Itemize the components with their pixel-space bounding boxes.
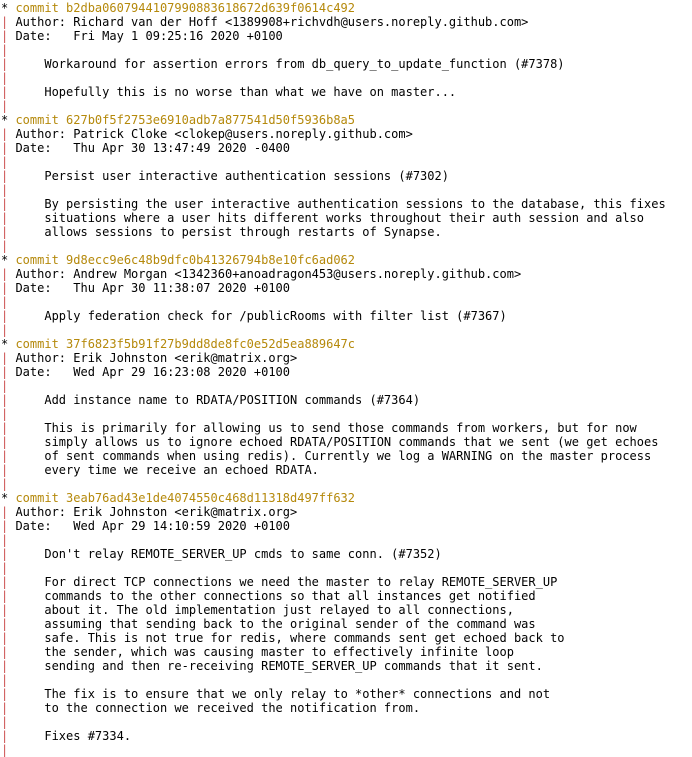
graph-blank-line [1, 43, 692, 57]
message-text: allows sessions to persist through restarts of Synapse. [8, 225, 442, 239]
graph-node-icon: * [1, 491, 16, 505]
graph-blank-line [1, 71, 692, 85]
graph-blank-line [1, 183, 692, 197]
message-line [1, 85, 692, 99]
graph-node-icon: * [1, 113, 16, 127]
commit-hash: commit b2dba0607944107990883618672d639f0614c492 [15, 1, 356, 15]
graph-pipe-icon: | [1, 197, 9, 211]
message-line [1, 687, 692, 701]
message-text: commands to the other connections so that all instances get notified [8, 589, 536, 603]
date-line [1, 281, 692, 295]
graph-pipe-icon: | [1, 547, 9, 561]
message-line [1, 211, 692, 225]
graph-pipe-icon: | [1, 169, 9, 183]
message-text: of sent commands when using redis). Currently we log a WARNING on the master process [8, 449, 652, 463]
message-text: Apply federation check for /publicRooms with filter list (#7367) [8, 309, 507, 323]
graph-node-icon: * [1, 253, 16, 267]
date-line [1, 29, 692, 43]
author-line [1, 127, 692, 141]
message-line [1, 449, 692, 463]
graph-pipe-icon: | [1, 183, 9, 197]
date-line [1, 141, 692, 155]
commit-entry-4 [1, 491, 692, 757]
message-text: Workaround for assertion errors from db_query_to_update_function (#7378) [8, 57, 565, 71]
graph-pipe-icon: | [1, 225, 9, 239]
message-line [1, 617, 692, 631]
message-line [1, 197, 692, 211]
graph-pipe-icon: | [1, 295, 9, 309]
commit-hash: commit 37f6823f5b91f27b9dd8de8fc0e52d5ea889647c [15, 337, 356, 351]
graph-pipe-icon: | [1, 743, 9, 757]
message-text: Persist user interactive authentication sessions (#7302) [8, 169, 449, 183]
graph-pipe-icon: | [1, 659, 9, 673]
commit-hash: commit 3eab76ad43e1de4074550c468d11318d497ff632 [15, 491, 356, 505]
graph-pipe-icon: | [1, 85, 9, 99]
graph-pipe-icon: | [1, 435, 9, 449]
graph-pipe-icon: | [1, 463, 9, 477]
graph-pipe-icon: | [1, 281, 9, 295]
message-line [1, 589, 692, 603]
graph-pipe-icon: | [1, 715, 9, 729]
graph-pipe-icon: | [1, 645, 9, 659]
graph-pipe-icon: | [1, 155, 9, 169]
message-line [1, 393, 692, 407]
graph-pipe-icon: | [1, 57, 9, 71]
date-text: Date: Wed Apr 29 14:10:59 2020 +0100 [8, 519, 290, 533]
message-line [1, 57, 692, 71]
graph-pipe-icon: | [1, 561, 9, 575]
graph-blank-line [1, 715, 692, 729]
graph-pipe-icon: | [1, 673, 9, 687]
message-line [1, 729, 692, 743]
graph-pipe-icon: | [1, 365, 9, 379]
author-text: Author: Erik Johnston <erik@matrix.org> [8, 505, 298, 519]
graph-blank-line [1, 561, 692, 575]
date-text: Date: Thu Apr 30 13:47:49 2020 -0400 [8, 141, 290, 155]
message-line [1, 169, 692, 183]
message-text: By persisting the user interactive authentication sessions to the database, this fixes [8, 197, 666, 211]
message-text: This is primarily for allowing us to send those commands from workers, but for now [8, 421, 637, 435]
author-text: Author: Andrew Morgan <1342360+anoadragon453@users.noreply.github.com> [8, 267, 522, 281]
author-text: Author: Patrick Cloke <clokep@users.noreply.github.com> [8, 127, 413, 141]
graph-pipe-icon: | [1, 141, 9, 155]
graph-pipe-icon: | [1, 71, 9, 85]
graph-blank-line [1, 673, 692, 687]
graph-pipe-icon: | [1, 533, 9, 547]
graph-pipe-icon: | [1, 477, 9, 491]
message-text: simply allows us to ignore echoed RDATA/POSITION commands that we sent (we get echoes [8, 435, 659, 449]
message-line [1, 701, 692, 715]
date-line [1, 365, 692, 379]
graph-pipe-icon: | [1, 323, 9, 337]
author-line [1, 351, 692, 365]
commit-line [1, 113, 692, 127]
graph-blank-line [1, 379, 692, 393]
graph-pipe-icon: | [1, 589, 9, 603]
graph-pipe-icon: | [1, 701, 9, 715]
message-text: to the connection we received the notification from. [8, 701, 421, 715]
message-line [1, 435, 692, 449]
message-line [1, 309, 692, 323]
graph-pipe-icon: | [1, 127, 9, 141]
message-text: situations where a user hits different works throughout their auth session and also [8, 211, 644, 225]
graph-pipe-icon: | [1, 29, 9, 43]
date-text: Date: Thu Apr 30 11:38:07 2020 +0100 [8, 281, 290, 295]
message-line [1, 659, 692, 673]
graph-blank-line [1, 477, 692, 491]
author-line [1, 267, 692, 281]
graph-pipe-icon: | [1, 15, 9, 29]
commit-entry-3 [1, 337, 692, 491]
graph-pipe-icon: | [1, 729, 9, 743]
graph-pipe-icon: | [1, 267, 9, 281]
message-line [1, 225, 692, 239]
message-text: about it. The old implementation just relayed to all connections, [8, 603, 514, 617]
graph-blank-line [1, 99, 692, 113]
graph-blank-line [1, 743, 692, 757]
message-text: Don't relay REMOTE_SERVER_UP cmds to same conn. (#7352) [8, 547, 442, 561]
author-text: Author: Richard van der Hoff <1389908+richvdh@users.noreply.github.com> [8, 15, 529, 29]
graph-pipe-icon: | [1, 309, 9, 323]
graph-pipe-icon: | [1, 407, 9, 421]
graph-pipe-icon: | [1, 421, 9, 435]
commit-line [1, 337, 692, 351]
message-text: sending and then re-receiving REMOTE_SERVER_UP commands that it sent. [8, 659, 543, 673]
commit-line [1, 1, 692, 15]
commit-entry-2 [1, 253, 692, 337]
commit-hash: commit 627b0f5f2753e6910adb7a877541d50f5936b8a5 [15, 113, 356, 127]
graph-pipe-icon: | [1, 239, 9, 253]
graph-pipe-icon: | [1, 687, 9, 701]
graph-blank-line [1, 533, 692, 547]
date-line [1, 519, 692, 533]
graph-pipe-icon: | [1, 43, 9, 57]
graph-pipe-icon: | [1, 631, 9, 645]
graph-blank-line [1, 295, 692, 309]
graph-pipe-icon: | [1, 449, 9, 463]
message-text: safe. This is not true for redis, where commands sent get echoed back to [8, 631, 565, 645]
commit-entry-0 [1, 1, 692, 113]
graph-blank-line [1, 155, 692, 169]
graph-pipe-icon: | [1, 379, 9, 393]
commit-hash: commit 9d8ecc9e6c48b9dfc0b41326794b8e10fc6ad062 [15, 253, 356, 267]
graph-pipe-icon: | [1, 575, 9, 589]
graph-pipe-icon: | [1, 519, 9, 533]
commit-entry-1 [1, 113, 692, 253]
author-line [1, 15, 692, 29]
message-text: the sender, which was causing master to effectively infinite loop [8, 645, 514, 659]
author-text: Author: Erik Johnston <erik@matrix.org> [8, 351, 298, 365]
graph-pipe-icon: | [1, 617, 9, 631]
graph-pipe-icon: | [1, 505, 9, 519]
message-line [1, 575, 692, 589]
message-text: Add instance name to RDATA/POSITION commands (#7364) [8, 393, 421, 407]
message-text: Fixes #7334. [8, 729, 132, 743]
graph-blank-line [1, 407, 692, 421]
message-text: Hopefully this is no worse than what we have on master... [8, 85, 457, 99]
graph-blank-line [1, 323, 692, 337]
message-text: The fix is to ensure that we only relay to *other* connections and not [8, 687, 551, 701]
graph-blank-line [1, 239, 692, 253]
author-line [1, 505, 692, 519]
graph-node-icon: * [1, 337, 16, 351]
graph-node-icon: * [1, 1, 16, 15]
message-text: For direct TCP connections we need the master to relay REMOTE_SERVER_UP [8, 575, 558, 589]
message-text: assuming that sending back to the original sender of the command was [8, 617, 536, 631]
date-text: Date: Wed Apr 29 16:23:08 2020 +0100 [8, 365, 290, 379]
graph-pipe-icon: | [1, 99, 9, 113]
commit-line [1, 491, 692, 505]
message-line [1, 463, 692, 477]
message-line [1, 547, 692, 561]
message-line [1, 631, 692, 645]
commit-line [1, 253, 692, 267]
graph-pipe-icon: | [1, 351, 9, 365]
graph-pipe-icon: | [1, 393, 9, 407]
message-line [1, 603, 692, 617]
graph-pipe-icon: | [1, 211, 9, 225]
message-line [1, 421, 692, 435]
message-text: every time we receive an echoed RDATA. [8, 463, 319, 477]
date-text: Date: Fri May 1 09:25:16 2020 +0100 [8, 29, 283, 43]
graph-pipe-icon: | [1, 603, 9, 617]
message-line [1, 645, 692, 659]
